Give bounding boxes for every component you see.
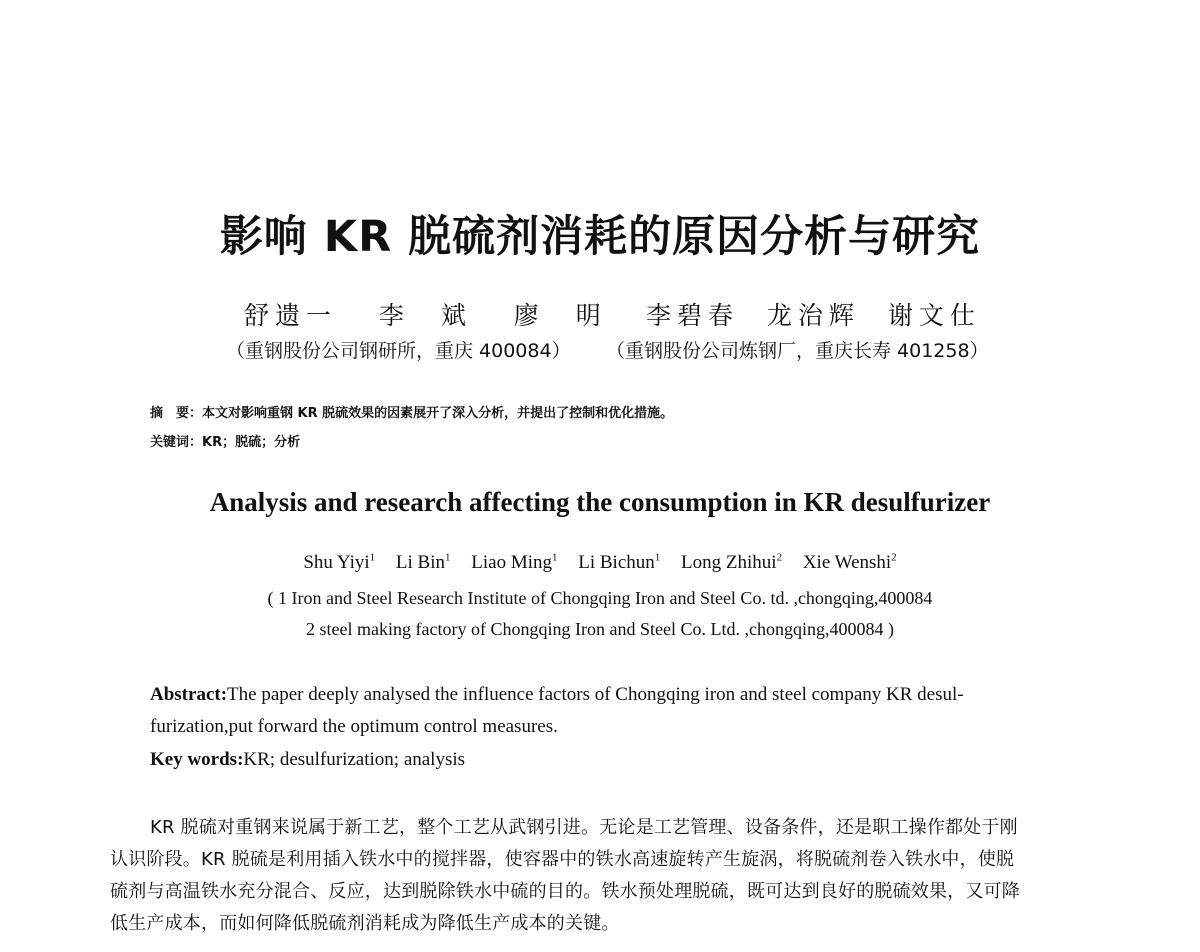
body-line: 认识阶段。KR 脱硫是利用插入铁水中的搅拌器，使容器中的铁水高速旋转产生旋涡，将脱硫剂卷入铁水中，使脱 (110, 849, 1015, 870)
abstract-en-line1: Abstract:The paper deeply analysed the influence factors of Chongqing iron and steel company KR desul- (150, 684, 964, 705)
abstract-cn-text: 本文对影响重钢 KR 脱硫效果的因素展开了深入分析，并提出了控制和优化措施。 (202, 406, 674, 421)
authors-en (0, 552, 1200, 574)
abstract-cn (150, 402, 673, 421)
author-cn: 李碧春 (646, 301, 740, 330)
keywords-en-label: Key words (150, 749, 238, 770)
affiliation-en-2: 2 steel making factory of Chongqing Iron and Steel Co. Ltd. ,chongqing,400084 ) (306, 619, 894, 639)
author-en: Li Bichun$^1$ (578, 552, 661, 574)
abstract-en-text: The paper deeply analysed the influence factors of Chongqing iron and steel company KR desul- (227, 684, 964, 705)
authors-cn-group2 (646, 296, 981, 332)
author-cn: 龙治辉 (766, 301, 860, 330)
paper-title-en: Analysis and research affecting the consumption in KR desulfurizer (209, 487, 991, 517)
body-line: KR 脱硫对重钢来说属于新工艺，整个工艺从武钢引进。无论是工艺管理、设备条件，还是职工操作都处于刚 (150, 817, 1018, 838)
author-cn: 谢文仕 (887, 301, 981, 330)
body-line: 硫剂与高温铁水充分混合、反应，达到脱除铁水中硫的目的。铁水预处理脱硫，既可达到良好的脱硫效果，又可降 (110, 881, 1020, 902)
author-en: Xie Wenshi$^2$ (802, 552, 897, 574)
keywords-en: Key words:KR; desulfurization; analysis (150, 749, 466, 770)
keywords-en-text: KR; desulfurization; analysis (243, 749, 466, 770)
keywords-cn (150, 431, 300, 450)
author-en: Shu Yiyi$^1$ (303, 552, 376, 574)
author-cn: 李 斌 (378, 301, 472, 330)
author-en: Li Bin$^1$ (395, 552, 451, 574)
affiliation-cn-2: （重钢股份公司炼钢厂，重庆长寿 401258） (606, 340, 989, 362)
keywords-cn-label: 关键词： (150, 435, 203, 450)
affiliation-en-1: ( 1 Iron and Steel Research Institute of Chongqing Iron and Steel Co. td. ,chongqing,400084 (267, 588, 933, 608)
keywords-cn-text: KR；脱硫；分析 (202, 435, 301, 450)
abstract-cn-label: 摘 要： (150, 406, 203, 421)
authors-cn-group1 (244, 296, 607, 332)
author-cn: 廖 明 (513, 301, 607, 330)
abstract-en-label: Abstract (150, 684, 221, 705)
affiliation-cn-1: （重钢股份公司钢研所，重庆 400084） (226, 340, 571, 362)
abstract-en-line2: furization,put forward the optimum control measures. (150, 716, 558, 737)
author-cn: 舒遗一 (244, 301, 338, 330)
paper-title-cn: 影响 KR 脱硫剂消耗的原因分析与研究 (219, 212, 981, 262)
body-line: 低生产成本，而如何降低脱硫剂消耗成为降低生产成本的关键。 (110, 913, 620, 934)
author-en: Long Zhihui$^2$ (681, 552, 783, 574)
author-en: Liao Ming$^1$ (471, 552, 558, 574)
